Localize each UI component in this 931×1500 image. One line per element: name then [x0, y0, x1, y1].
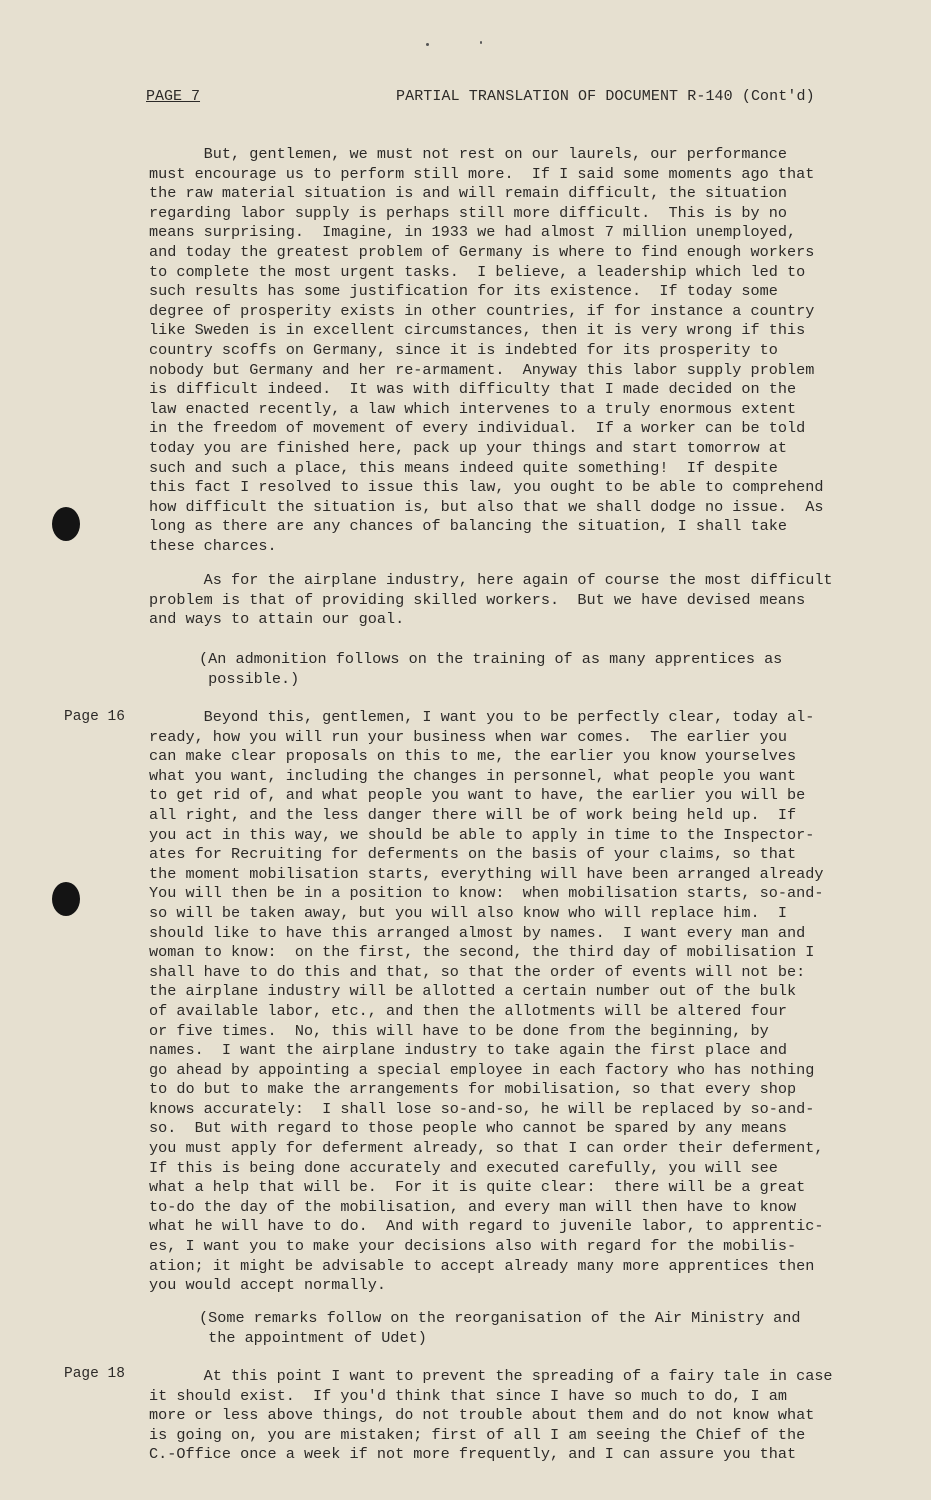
text-line: you must apply for deferment already, so that I can order their deferment, — [149, 1139, 824, 1158]
text-line: knows accurately: I shall lose so-and-so, he will be replaced by so-and- — [149, 1099, 815, 1118]
text-line: go ahead by appointing a special employee in each factory who has nothing — [149, 1060, 815, 1079]
text-line: to complete the most urgent tasks. I believe, a leadership which led to — [149, 262, 806, 281]
text-line: ation; it might be advisable to accept already many more apprentices then — [149, 1256, 815, 1275]
note-line: (Some remarks follow on the reorganisation of the Air Ministry and — [199, 1309, 801, 1327]
text-line: such results has some justification for its existence. If today some — [149, 282, 778, 301]
text-line: names. I want the airplane industry to take again the first place and — [149, 1041, 787, 1060]
text-line: country scoffs on Germany, since it is indebted for its prosperity to — [149, 340, 778, 359]
text-line: can make clear proposals on this to me, the earlier you know yourselves — [149, 747, 797, 766]
text-line: C.-Office once a week if not more frequently, and I can assure you that — [149, 1445, 797, 1464]
text-line: law enacted recently, a law which intervenes to a truly enormous extent — [149, 399, 797, 418]
text-line: long as there are any chances of balancing the situation, I shall take — [149, 517, 787, 536]
text-line: how difficult the situation is, but also that we shall dodge no issue. As — [149, 497, 824, 516]
paragraph-1 — [149, 145, 871, 556]
editorial-note-2 — [199, 1309, 859, 1348]
text-line: to get rid of, and what people you want to have, the earlier you will be — [149, 786, 806, 805]
text-line: should like to have this arranged almost by names. I want every man and — [149, 923, 806, 942]
paper-speck — [480, 41, 482, 44]
text-line: means surprising. Imagine, in 1933 we had almost 7 million unemployed, — [149, 223, 797, 242]
page-number: PAGE 7 — [146, 88, 201, 105]
text-line: or five times. No, this will have to be done from the beginning, by — [149, 1021, 769, 1040]
text-line: problem is that of providing skilled workers. But we have devised means — [149, 590, 806, 609]
text-line: nobody but Germany and her re-armament. Anyway this labor supply problem — [149, 360, 815, 379]
text-line: like Sweden is in excellent circumstances, then it is very wrong if this — [149, 321, 806, 340]
text-line: of available labor, etc., and then the allotments will be altered four — [149, 1001, 787, 1020]
text-line: this fact I resolved to issue this law, you ought to be able to comprehend — [149, 478, 824, 497]
text-line: the airplane industry will be allotted a certain number out of the bulk — [149, 982, 797, 1001]
text-line: all right, and the less danger there will be of work being held up. If — [149, 805, 797, 824]
text-line: ates for Recruiting for deferments on the basis of your claims, so that — [149, 845, 797, 864]
text-line: woman to know: on the first, the second, the third day of mobilisation I — [149, 943, 815, 962]
text-line: what you want, including the changes in personnel, what people you want — [149, 766, 797, 785]
document-title: PARTIAL TRANSLATION OF DOCUMENT R-140 (Cont'd) — [396, 88, 815, 105]
text-line: shall have to do this and that, so that the order of events will not be: — [149, 962, 806, 981]
text-line: regarding labor supply is perhaps still more difficult. This is by no — [149, 203, 787, 222]
note-line: possible.) — [199, 669, 300, 688]
text-line: is difficult indeed. It was with difficulty that I made decided on the — [149, 380, 797, 399]
text-line: Beyond this, gentlemen, I want you to be perfectly clear, today al- — [149, 708, 815, 726]
note-line: (An admonition follows on the training of as many apprentices as — [199, 650, 783, 668]
text-line: more or less above things, do not trouble about them and do not know what — [149, 1406, 815, 1425]
text-line: so. But with regard to those people who cannot be spared by any means — [149, 1119, 787, 1138]
text-line: to do but to make the arrangements for mobilisation, so that every shop — [149, 1080, 797, 1099]
punch-hole — [52, 507, 80, 541]
text-line: you would accept normally. — [149, 1276, 386, 1295]
note-line: the appointment of Udet) — [199, 1328, 427, 1347]
text-line: to-do the day of the mobilisation, and every man will then have to know — [149, 1197, 797, 1216]
text-line: the moment mobilisation starts, everything will have been arranged already — [149, 864, 824, 883]
text-line: such and such a place, this means indeed quite something! If despite — [149, 458, 778, 477]
margin-note-page-18: Page 18 — [64, 1366, 125, 1382]
margin-note-page-16: Page 16 — [64, 709, 125, 725]
editorial-note-1 — [199, 650, 859, 689]
paragraph-4 — [149, 1367, 871, 1465]
text-line: so will be taken away, but you will also know who will replace him. I — [149, 903, 787, 922]
text-line: and today the greatest problem of Germany is where to find enough workers — [149, 242, 815, 261]
text-line: es, I want you to make your decisions also with regard for the mobilis- — [149, 1237, 797, 1256]
text-line: If this is being done accurately and executed carefully, you will see — [149, 1158, 778, 1177]
text-line: As for the airplane industry, here again of course the most difficult — [149, 571, 833, 589]
text-line: what a help that will be. For it is quite clear: there will be a great — [149, 1178, 806, 1197]
paragraph-3 — [149, 708, 871, 1296]
punch-hole — [52, 882, 80, 916]
text-line: the raw material situation is and will remain difficult, the situation — [149, 184, 787, 203]
text-line: these charces. — [149, 536, 277, 555]
text-line: ready, how you will run your business when war comes. The earlier you — [149, 727, 787, 746]
text-line: it should exist. If you'd think that since I have so much to do, I am — [149, 1386, 787, 1405]
paper-speck — [426, 43, 429, 46]
text-line: today you are finished here, pack up your things and start tomorrow at — [149, 438, 787, 457]
text-line: You will then be in a position to know: when mobilisation starts, so-and- — [149, 884, 824, 903]
text-line: you act in this way, we should be able to apply in time to the Inspector- — [149, 825, 815, 844]
text-line: degree of prosperity exists in other countries, if for instance a country — [149, 301, 815, 320]
text-line: what he will have to do. And with regard to juvenile labor, to apprentic- — [149, 1217, 824, 1236]
paragraph-2 — [149, 571, 871, 630]
text-line: and ways to attain our goal. — [149, 610, 405, 629]
text-line: in the freedom of movement of every individual. If a worker can be told — [149, 419, 806, 438]
text-line: must encourage us to perform still more. If I said some moments ago that — [149, 164, 815, 183]
text-line: At this point I want to prevent the spreading of a fairy tale in case — [149, 1367, 833, 1385]
text-line: is going on, you are mistaken; first of all I am seeing the Chief of the — [149, 1425, 806, 1444]
text-line: But, gentlemen, we must not rest on our laurels, our performance — [149, 145, 787, 163]
